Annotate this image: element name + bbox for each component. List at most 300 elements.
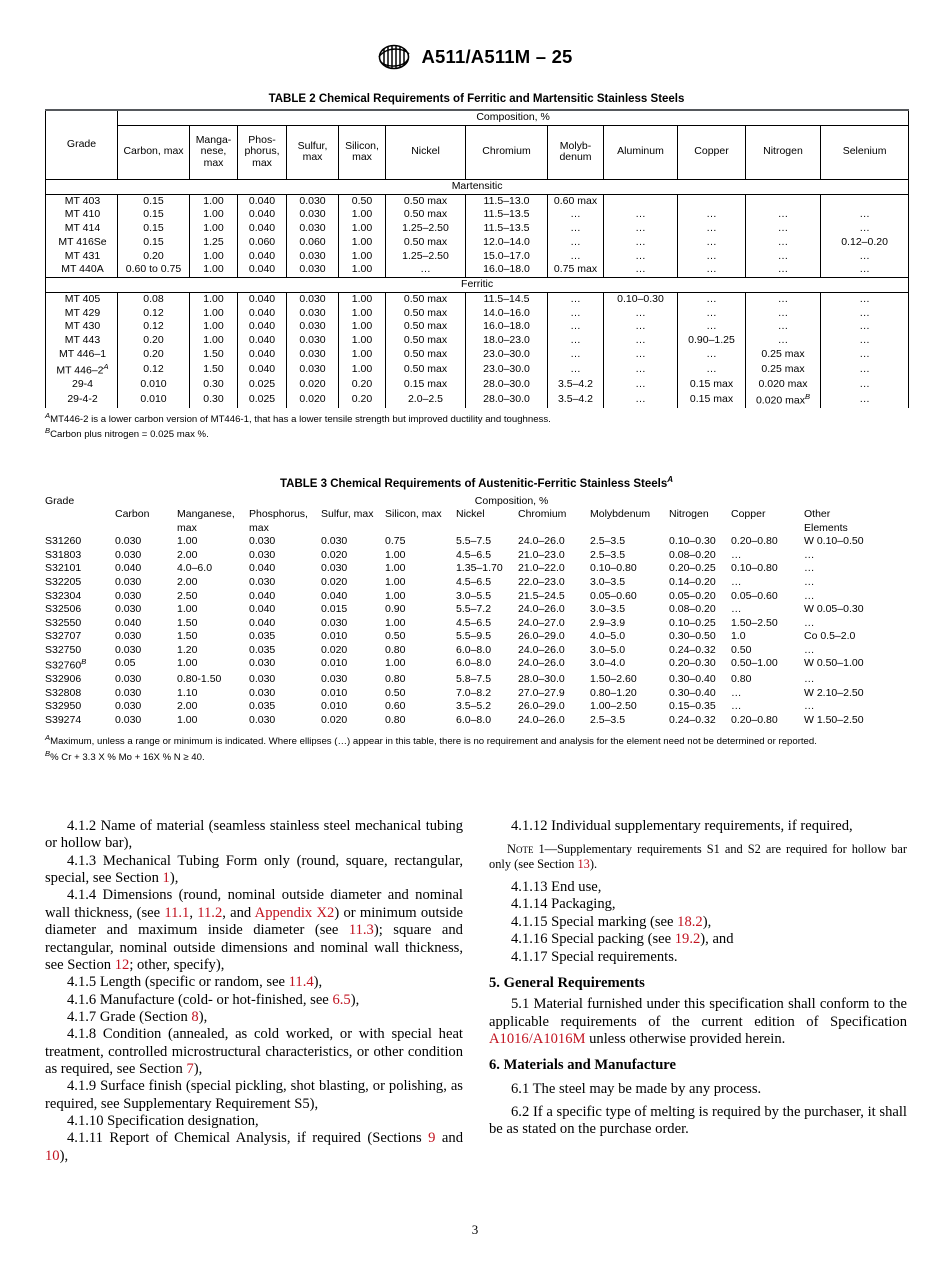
cell-value: 0.035 <box>249 643 276 656</box>
body-column-right <box>489 818 907 1139</box>
cell-value: 3.5–5.2 <box>456 700 492 713</box>
cell-value: … <box>804 700 815 713</box>
cell-value: 0.035 <box>249 630 276 643</box>
cell-value: 1.10 <box>177 686 198 699</box>
cell-value: 0.20 <box>118 348 190 362</box>
cell-value: 1.00 <box>190 250 238 264</box>
cell-value: 22.0–23.0 <box>518 576 565 589</box>
body-paragraph: 4.1.14 Packaging, <box>511 896 616 913</box>
cell-value: 0.05–0.60 <box>731 589 778 602</box>
table-2-block <box>45 93 908 442</box>
cell-value: 1.00 <box>177 603 198 616</box>
cell-value: 28.0–30.0 <box>466 392 548 408</box>
cell-value: 5.8–7.5 <box>456 673 492 686</box>
cell-value: 0.020 $\max^B$ <box>746 392 821 408</box>
cell-value: 11.5–13.0 <box>466 194 548 208</box>
cell-value: 0.030 <box>287 320 339 334</box>
table-2-body-martensitic <box>46 194 909 278</box>
col-header-nitrogen: Nitrogen <box>669 508 709 521</box>
cell-value: … <box>548 362 604 378</box>
cell-value <box>678 194 746 208</box>
cell-value: 0.15 max <box>678 392 746 408</box>
cell-value: 0.80–1.20 <box>590 686 637 699</box>
cell-value: 0.30–0.40 <box>669 673 716 686</box>
cell-value: 1.00 <box>385 616 406 629</box>
cell-value: 2.5–3.5 <box>590 535 626 548</box>
table-row <box>45 535 908 549</box>
table-row <box>45 590 908 604</box>
cell-value: 1.00 <box>339 208 386 222</box>
table-row <box>45 562 908 576</box>
cell-value: 0.025 <box>238 378 287 392</box>
table-2-body-ferritic <box>46 292 909 408</box>
cell-value: 0.040 <box>238 320 287 334</box>
section-6-heading: 6. Materials and Manufacture <box>489 1057 676 1074</box>
cell-grade: S39274 <box>45 713 82 726</box>
cell-value: 15.0–17.0 <box>466 250 548 264</box>
cell-value: 0.10–0.80 <box>731 562 778 575</box>
paragraph-4-1-12: 4.1.12 Individual supplementary requirements, if required, <box>511 818 853 834</box>
cell-value: 0.05–0.60 <box>590 589 637 602</box>
note-1 <box>489 842 907 872</box>
cell-value: 0.20 <box>339 378 386 392</box>
cell-value: 0.20 <box>339 392 386 408</box>
table-row <box>46 263 909 277</box>
table-3-grade-header: Grade <box>45 494 75 507</box>
cell-value: … <box>678 236 746 250</box>
cell-value: … <box>678 348 746 362</box>
cell-value: 0.30–0.50 <box>669 630 716 643</box>
cell-value: 0.20–0.25 <box>669 562 716 575</box>
cell-value: 0.030 <box>115 589 142 602</box>
cell-value: 0.040 <box>249 616 276 629</box>
cell-value: 2.50 <box>177 589 198 602</box>
footnote: $^A$Maximum, unless a range or minimum is indicated. Where ellipses (…) appear in this table, there is no requirement and analysis for the element need not be determined or reported. <box>45 733 817 748</box>
cell-value: 0.010 <box>321 700 348 713</box>
body-paragraph: 4.1.10 Specification designation, <box>67 1113 259 1130</box>
cell-value: 3.0–4.0 <box>590 657 626 670</box>
cell-value: 11.5–13.5 <box>466 222 548 236</box>
cell-value: 0.030 <box>115 535 142 548</box>
section-5-heading: 5. General Requirements <box>489 974 645 991</box>
cell-value: … <box>678 222 746 236</box>
col-header-molybdenum: Molybdenum <box>590 508 651 521</box>
note-1-text: Supplementary requirements S1 and S2 are required for hollow bar only (see Section 13). <box>489 842 907 872</box>
cell-value: 0.50 max <box>386 334 466 348</box>
cell-grade: MT 414 <box>46 222 118 236</box>
table-2-caption: TABLE 2 Chemical Requirements of Ferritic and Martensitic Stainless Steels <box>268 93 685 105</box>
cell-grade: S32750 <box>45 643 82 656</box>
cell-value: 6.0–8.0 <box>456 713 492 726</box>
table-row <box>46 208 909 222</box>
cell-value: … <box>746 222 821 236</box>
cell-value: 0.040 <box>238 348 287 362</box>
cell-value: 4.5–6.5 <box>456 576 492 589</box>
paragraph-group-section-6 <box>489 1081 907 1139</box>
table-2-grade-header: Grade <box>46 110 118 179</box>
cell-value: 28.0–30.0 <box>518 673 565 686</box>
document-header <box>0 44 950 70</box>
cell-value: … <box>604 392 678 408</box>
cell-value: Co 0.5–2.0 <box>804 630 856 643</box>
cell-value: 0.15 <box>118 208 190 222</box>
cell-value: 1.25–2.50 <box>386 222 466 236</box>
cell-value: 1.50 <box>190 362 238 378</box>
cell-value: 16.0–18.0 <box>466 263 548 277</box>
cell-value: 24.0–26.0 <box>518 657 565 670</box>
cell-value: 0.030 <box>287 362 339 378</box>
cell-value: 0.040 <box>238 362 287 378</box>
cell-value: … <box>821 292 909 306</box>
cell-grade: S32304 <box>45 589 82 602</box>
cell-value: 0.50 max <box>386 292 466 306</box>
cell-value: 0.030 <box>115 673 142 686</box>
cell-value: 23.0–30.0 <box>466 348 548 362</box>
cell-value: 0.08–0.20 <box>669 548 716 561</box>
cell-value: 1.00 <box>339 292 386 306</box>
cell-value: 0.12–0.20 <box>821 236 909 250</box>
cell-value: … <box>731 686 742 699</box>
body-paragraph: 4.1.4 Dimensions (round, nominal outside diameter and nominal wall thickness, (see 11.1, 11.2, and Appendix X2) or minimum outside diameter and maximum inside diameter (see 11.3); square and rectangular, nominal outside dimensions and nominal wall thickness, see Section 12; other, specify), <box>45 887 464 973</box>
cell-value: 21.0–22.0 <box>518 562 565 575</box>
cell-value: … <box>821 250 909 264</box>
astm-logo-icon <box>377 44 411 70</box>
cell-value: 14.0–16.0 <box>466 307 548 321</box>
cell-grade: S31260 <box>45 535 82 548</box>
cell-value: 6.0–8.0 <box>456 657 492 670</box>
cell-value: … <box>604 378 678 392</box>
footnote: $^B$% Cr + 3.3 X % Mo + 16X % N ≥ 40. <box>45 749 205 764</box>
cell-value: … <box>746 250 821 264</box>
cell-value: 0.030 <box>115 548 142 561</box>
cell-value: 1.00 <box>339 222 386 236</box>
cell-value: 0.040 <box>115 562 142 575</box>
cell-grade: S31803 <box>45 548 82 561</box>
cell-value: … <box>548 348 604 362</box>
cell-value: 0.030 <box>249 576 276 589</box>
cell-value: 0.030 <box>287 208 339 222</box>
cell-value: 0.030 <box>115 643 142 656</box>
cell-value: 26.0–29.0 <box>518 630 565 643</box>
table-3-caption: TABLE 3 Chemical Requirements of Austenitic-Ferritic Stainless Steels$^A$ <box>279 475 674 490</box>
cell-value: … <box>821 362 909 378</box>
cell-value: 0.50 <box>385 630 406 643</box>
cell-value: 0.20–0.80 <box>731 535 778 548</box>
cell-value: 0.015 <box>321 603 348 616</box>
col-header-phosphorus: Phosphorus, max <box>249 508 308 534</box>
cell-value: 0.040 <box>238 222 287 236</box>
col-header-aluminum: Aluminum <box>604 125 678 179</box>
table-3-block <box>45 475 908 765</box>
paragraph-group-4-1-13-to-17 <box>489 879 907 966</box>
cell-value: … <box>678 208 746 222</box>
table-row <box>45 549 908 563</box>
table-2-footnotes <box>45 411 908 442</box>
table-3-body <box>45 535 908 727</box>
cell-value: 21.0–23.0 <box>518 548 565 561</box>
cell-value: 21.5–24.5 <box>518 589 565 602</box>
cell-grade: MT $446-2^A$ <box>46 362 118 378</box>
cell-value: 2.00 <box>177 548 198 561</box>
cell-value: … <box>604 334 678 348</box>
cell-value: 0.60 to 0.75 <box>118 263 190 277</box>
body-paragraph: 6.2 If a specific type of melting is required by the purchaser, it shall be as stated on the purchase order. <box>489 1104 907 1138</box>
col-header-silicon: Silicon, max <box>339 125 386 179</box>
table-row <box>46 307 909 321</box>
cell-value: … <box>548 334 604 348</box>
cell-value: 0.020 <box>287 378 339 392</box>
cell-value: … <box>746 307 821 321</box>
cell-value: 0.040 <box>249 562 276 575</box>
cell-value: … <box>731 576 742 589</box>
col-header-nitrogen: Nitrogen <box>746 125 821 179</box>
table-row <box>45 644 908 658</box>
cell-value: 1.25 <box>190 236 238 250</box>
cell-value: 1.00 <box>190 320 238 334</box>
cell-value: 4.0–5.0 <box>590 630 626 643</box>
cell-value: 0.15 <box>118 236 190 250</box>
cell-value: 0.010 <box>321 686 348 699</box>
cell-value: 2.5–3.5 <box>590 548 626 561</box>
cell-value: 0.15 max <box>678 378 746 392</box>
table-3-header-row-1 <box>45 495 908 509</box>
cell-value: 0.50 max <box>386 307 466 321</box>
body-paragraph: 4.1.3 Mechanical Tubing Form only (round, square, rectangular, special, see Section 1), <box>45 852 463 887</box>
cell-value: 1.35–1.70 <box>456 562 503 575</box>
cell-value: 26.0–29.0 <box>518 700 565 713</box>
cell-value: 0.040 <box>238 307 287 321</box>
cell-value: 0.030 <box>249 657 276 670</box>
cell-grade: S32205 <box>45 576 82 589</box>
cell-value: … <box>821 222 909 236</box>
col-header-carbon: Carbon <box>115 508 150 521</box>
table-3-bottom-rule <box>45 727 908 729</box>
cell-value: 0.010 <box>118 392 190 408</box>
cell-value: 0.040 <box>238 250 287 264</box>
table-row <box>46 378 909 392</box>
cell-value: 0.20 <box>118 250 190 264</box>
col-header-sulfur: Sulfur, max <box>287 125 339 179</box>
cell-value: 24.0–26.0 <box>518 713 565 726</box>
page-title: A511/A511M – 25 <box>421 46 573 67</box>
col-header-manganese: Manga- nese, max <box>190 125 238 179</box>
cell-value: … <box>604 208 678 222</box>
cell-value: 0.12 <box>118 320 190 334</box>
cell-value: 0.030 <box>321 616 348 629</box>
cell-value: 0.50 max <box>386 348 466 362</box>
cell-value: 1.00 <box>177 713 198 726</box>
cell-value: … <box>678 263 746 277</box>
cell-value: W 2.10–2.50 <box>804 686 864 699</box>
cell-value: 0.10–0.30 <box>669 535 716 548</box>
cell-value <box>604 194 678 208</box>
cell-value: 0.030 <box>287 334 339 348</box>
cell-value: 0.50 <box>385 686 406 699</box>
cell-value: … <box>821 307 909 321</box>
cell-value: 1.00 <box>190 292 238 306</box>
cell-value: 0.040 <box>238 208 287 222</box>
cell-value: 2.0–2.5 <box>386 392 466 408</box>
cell-value: … <box>804 562 815 575</box>
cell-value: … <box>804 548 815 561</box>
cell-value: 0.24–0.32 <box>669 713 716 726</box>
cell-grade: MT 440A <box>46 263 118 277</box>
cell-value: 1.00 <box>339 263 386 277</box>
table-row <box>45 714 908 728</box>
cell-value: 0.030 <box>287 292 339 306</box>
cell-value: … <box>731 603 742 616</box>
cell-value: 24.0–26.0 <box>518 535 565 548</box>
table-row <box>45 576 908 590</box>
table-row <box>46 362 909 378</box>
cell-value: 0.030 <box>115 686 142 699</box>
table-3-header-row-2 <box>45 508 908 535</box>
cell-value: … <box>731 700 742 713</box>
cell-value: 0.15 max <box>386 378 466 392</box>
col-header-copper: Copper <box>731 508 766 521</box>
cell-value: 1.00 <box>177 657 198 670</box>
body-paragraph: 4.1.9 Surface finish (special pickling, shot blasting, or polishing, as required, see Supplementary Requirement S5), <box>45 1078 463 1112</box>
cell-value: 5.5–7.2 <box>456 603 492 616</box>
cell-value: 0.010 <box>118 378 190 392</box>
body-paragraph: 4.1.16 Special packing (see 19.2), and <box>511 931 734 948</box>
cell-value: 0.50 max <box>386 236 466 250</box>
cell-value: 0.30 <box>190 392 238 408</box>
body-paragraph: 4.1.17 Special requirements. <box>511 948 678 965</box>
cell-value: 1.25–2.50 <box>386 250 466 264</box>
cell-value: … <box>678 320 746 334</box>
cell-value: … <box>386 263 466 277</box>
table-row <box>45 673 908 687</box>
cell-value: 0.030 <box>249 686 276 699</box>
cell-value: 1.00 <box>339 307 386 321</box>
cell-value: 0.80 <box>731 673 752 686</box>
table-row <box>46 222 909 236</box>
cell-value: 1.50 <box>177 630 198 643</box>
cell-value: 0.80 <box>385 643 406 656</box>
cell-value: 0.15 <box>118 194 190 208</box>
cell-value: 1.00 <box>177 535 198 548</box>
cell-value: 0.08–0.20 <box>669 603 716 616</box>
cell-value: 1.00 <box>190 307 238 321</box>
cell-value: 0.75 <box>385 535 406 548</box>
col-header-carbon: Carbon, max <box>118 125 190 179</box>
page-number: 3 <box>471 1222 479 1237</box>
footnote: $^A$MT446-2 is a lower carbon version of MT446-1, that has a lower tensile strength but improved ductility and toughness. <box>45 410 551 425</box>
cell-value: … <box>604 236 678 250</box>
cell-value: 1.20 <box>177 643 198 656</box>
table-row <box>45 687 908 701</box>
cell-value: 18.0–23.0 <box>466 334 548 348</box>
cell-value: 0.030 <box>115 630 142 643</box>
cell-value: W 0.05–0.30 <box>804 603 864 616</box>
cell-value: 0.030 <box>321 673 348 686</box>
cell-value: … <box>821 320 909 334</box>
cell-grade: S32101 <box>45 562 82 575</box>
cell-value: … <box>678 307 746 321</box>
cell-value: 0.15–0.35 <box>669 700 716 713</box>
cell-value: 0.05 <box>115 657 136 670</box>
cell-value: 0.50–1.00 <box>731 657 778 670</box>
cell-value: … <box>548 292 604 306</box>
cell-value: 24.0–26.0 <box>518 643 565 656</box>
cell-value: 0.030 <box>287 263 339 277</box>
col-header-chromium: Chromium <box>518 508 567 521</box>
cell-value: … <box>804 616 815 629</box>
cell-value: 0.040 <box>249 603 276 616</box>
cell-value: 1.00 <box>190 208 238 222</box>
cell-value: … <box>821 348 909 362</box>
body-paragraph: 4.1.13 End use, <box>511 879 602 896</box>
cell-value: 2.00 <box>177 576 198 589</box>
cell-value: 0.30 <box>190 378 238 392</box>
cell-value: … <box>746 263 821 277</box>
cell-value: 23.0–30.0 <box>466 362 548 378</box>
table-row <box>45 657 908 673</box>
table-2-composition-header: Composition, % <box>118 110 909 125</box>
col-header-grade-spacer <box>45 508 115 535</box>
cell-value: 0.10–0.80 <box>590 562 637 575</box>
cell-value: … <box>731 548 742 561</box>
cell-value: 24.0–27.0 <box>518 616 565 629</box>
cell-value: 1.00 <box>339 348 386 362</box>
cell-value: … <box>604 362 678 378</box>
cell-value: 1.00 <box>339 334 386 348</box>
cell-value: 0.50 max <box>386 320 466 334</box>
table-2 <box>45 109 909 408</box>
cell-value: 0.50 max <box>386 362 466 378</box>
cell-value: … <box>821 334 909 348</box>
cell-value: 0.030 <box>249 535 276 548</box>
cell-value: 5.5–7.5 <box>456 535 492 548</box>
cell-value: 2.00 <box>177 700 198 713</box>
cell-value: 0.75 max <box>548 263 604 277</box>
cell-value: … <box>604 307 678 321</box>
cell-value: 5.5–9.5 <box>456 630 492 643</box>
cell-value: 0.50 <box>731 643 752 656</box>
cell-value: 0.80 <box>385 673 406 686</box>
cell-value: … <box>804 643 815 656</box>
cell-value: 3.5–4.2 <box>548 378 604 392</box>
cell-value: 1.00 <box>385 589 406 602</box>
cell-value: … <box>821 263 909 277</box>
cell-value: 4.5–6.5 <box>456 548 492 561</box>
cell-value: … <box>548 307 604 321</box>
cell-value: … <box>678 292 746 306</box>
cell-value: 1.00 <box>190 194 238 208</box>
cell-value: 0.20–0.30 <box>669 657 716 670</box>
cell-value: 0.060 <box>287 236 339 250</box>
cell-value: 0.030 <box>115 603 142 616</box>
cell-value: 2.9–3.9 <box>590 616 626 629</box>
cell-value: 1.00 <box>339 320 386 334</box>
cell-value: 3.0–5.5 <box>456 589 492 602</box>
cell-value: 3.0–3.5 <box>590 576 626 589</box>
cell-value: 0.040 <box>238 334 287 348</box>
cell-grade: MT 416Se <box>46 236 118 250</box>
cell-value: 28.0–30.0 <box>466 378 548 392</box>
col-header-molybdenum: Molyb- denum <box>548 125 604 179</box>
cell-value: … <box>804 576 815 589</box>
cell-value: 1.50 <box>177 616 198 629</box>
cell-value: 0.12 <box>118 307 190 321</box>
cell-grade: S32906 <box>45 673 82 686</box>
col-header-phosphorus: Phos- phorus, max <box>238 125 287 179</box>
cell-value: 0.020 <box>287 392 339 408</box>
cell-value: 0.040 <box>238 292 287 306</box>
cell-grade: MT 431 <box>46 250 118 264</box>
cell-value: 0.010 <box>321 630 348 643</box>
